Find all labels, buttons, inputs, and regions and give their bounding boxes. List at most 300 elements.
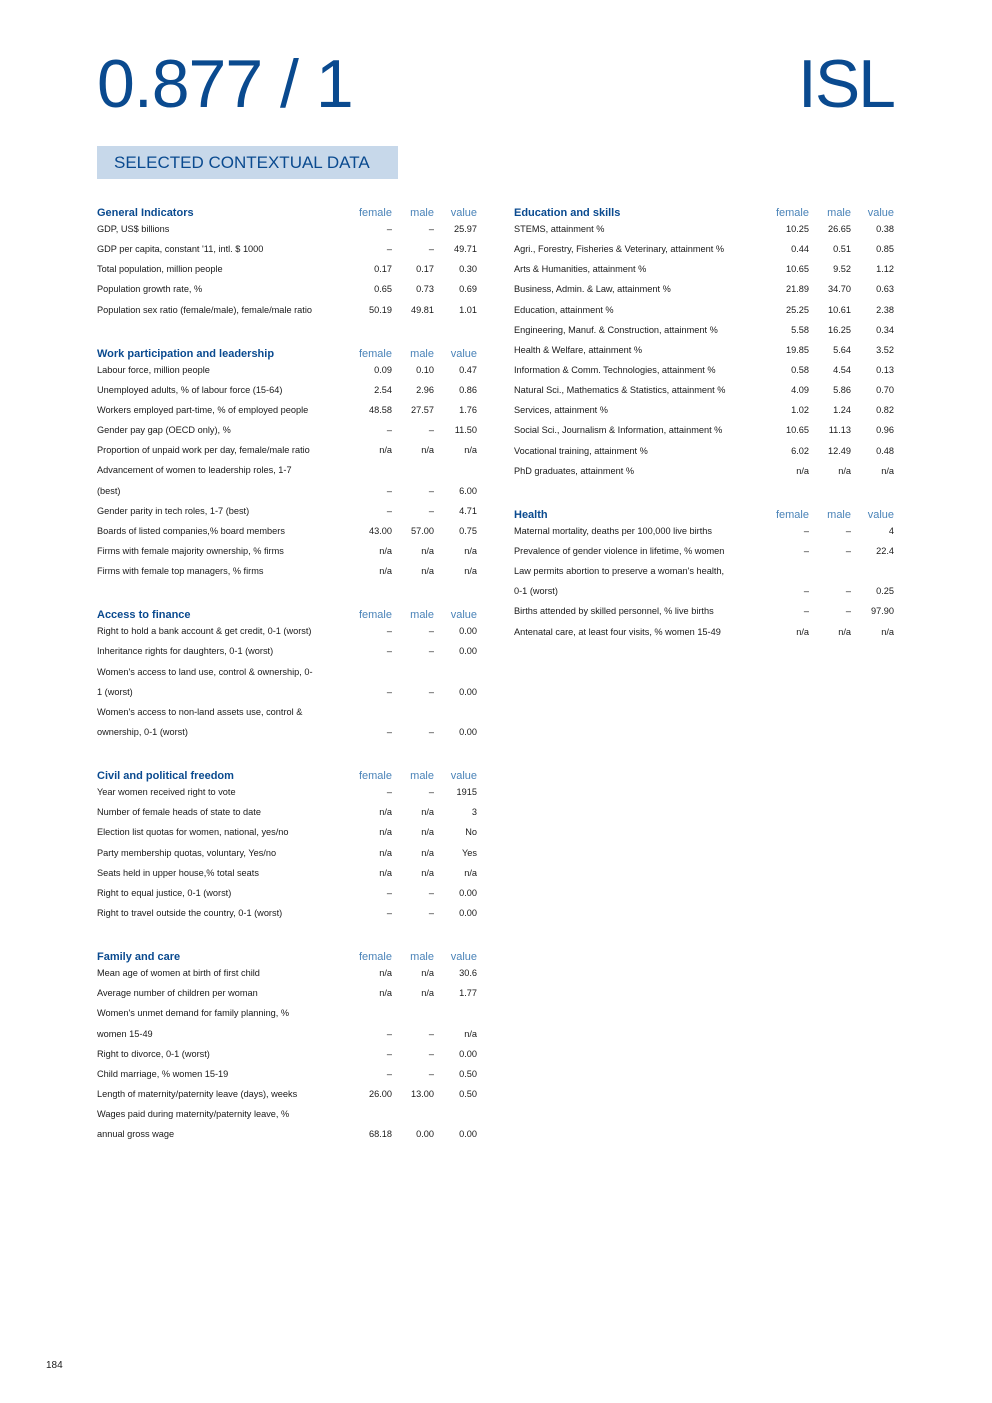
indicator-label: Year women received right to vote	[97, 787, 236, 798]
female-value: 10.65	[786, 425, 809, 436]
male-value: –	[428, 787, 434, 798]
ratio-value: No	[465, 827, 477, 838]
right-column	[514, 199, 894, 662]
table-row	[514, 420, 894, 440]
female-value: n/a	[379, 445, 392, 456]
female-value: –	[386, 224, 392, 235]
male-value: –	[428, 485, 434, 496]
ratio-value: 1.01	[459, 304, 477, 315]
table-row	[97, 903, 477, 923]
table-row	[97, 380, 477, 400]
male-column-header: male	[827, 508, 851, 521]
ratio-value: 0.86	[459, 384, 477, 395]
table-row	[97, 963, 477, 983]
table-row	[514, 561, 894, 581]
ratio-value: 0.50	[459, 1088, 477, 1099]
female-value: n/a	[796, 465, 809, 476]
female-value: 10.65	[786, 264, 809, 275]
indicator-label: Women's unmet demand for family planning, %	[97, 1008, 290, 1019]
table-row	[514, 521, 894, 541]
male-value: 1.24	[833, 405, 851, 416]
table-row	[97, 279, 477, 299]
female-value: –	[386, 626, 392, 637]
indicator-label: Mean age of women at birth of first child	[97, 968, 260, 979]
section-header	[97, 762, 477, 782]
table-row	[97, 1064, 477, 1084]
value-column-header: value	[450, 207, 477, 219]
female-column-header: female	[358, 770, 392, 783]
ratio-value: 3	[471, 807, 477, 818]
indicator-label: Proportion of unpaid work per day, female/male ratio	[97, 445, 310, 456]
female-value: –	[386, 727, 392, 738]
table-row	[97, 843, 477, 863]
female-value: n/a	[379, 566, 392, 577]
indicator-label: Right to hold a bank account & get credit, 0-1 (worst)	[97, 626, 312, 637]
female-column-header: female	[775, 508, 809, 521]
female-column-header: female	[358, 207, 392, 219]
table-row	[514, 400, 894, 420]
ratio-value: 4	[888, 525, 894, 536]
indicator-label: Engineering, Manuf. & Construction, attainment %	[514, 324, 718, 335]
section-header	[97, 199, 477, 219]
section-header	[97, 943, 477, 963]
section-title: Education and skills	[514, 207, 621, 219]
ratio-value: 0.47	[459, 364, 477, 375]
female-value: 25.25	[786, 304, 809, 315]
male-value: 10.61	[828, 304, 851, 315]
male-column-header: male	[410, 951, 434, 964]
ratio-value: 0.25	[876, 586, 894, 597]
female-column-header: female	[358, 951, 392, 964]
section-title: Health	[514, 508, 548, 521]
ratio-value: 30.6	[459, 968, 477, 979]
male-value: n/a	[421, 546, 434, 557]
country-code: ISL	[797, 46, 894, 122]
male-value: –	[845, 546, 851, 557]
female-value: –	[803, 586, 809, 597]
indicator-label: Health & Welfare, attainment %	[514, 344, 643, 355]
indicator-label: (best)	[97, 485, 121, 496]
value-column-header: value	[867, 508, 894, 521]
indicator-label: Child marriage, % women 15-19	[97, 1068, 229, 1079]
female-value: 26.00	[369, 1088, 392, 1099]
section-header	[97, 340, 477, 360]
female-value: 0.09	[374, 364, 392, 375]
section-header	[97, 601, 477, 621]
table-row	[97, 863, 477, 883]
ratio-value: 0.50	[459, 1068, 477, 1079]
indicator-label: Antenatal care, at least four visits, % women 15-49	[514, 626, 721, 637]
table-row	[97, 501, 477, 521]
male-value: –	[428, 686, 434, 697]
male-value: 11.13	[828, 425, 851, 436]
female-value: –	[386, 425, 392, 436]
indicator-label: Wages paid during maternity/paternity leave, %	[97, 1109, 290, 1120]
male-value: n/a	[421, 807, 434, 818]
male-value: –	[428, 908, 434, 918]
female-value: –	[386, 244, 392, 255]
male-value: –	[428, 1048, 434, 1059]
female-value: n/a	[796, 626, 809, 637]
indicator-label: Right to divorce, 0-1 (worst)	[97, 1048, 210, 1059]
ratio-value: 2.38	[876, 304, 894, 315]
indicator-label: Number of female heads of state to date	[97, 807, 261, 818]
indicator-label: Education, attainment %	[514, 304, 614, 315]
indicator-label: Average number of children per woman	[97, 988, 258, 999]
indicator-label: Prevalence of gender violence in lifetime, % women	[514, 546, 725, 557]
ratio-value: 22.4	[876, 546, 894, 557]
female-value: –	[386, 1028, 392, 1039]
ratio-value: 0.75	[459, 525, 477, 536]
indicator-label: Business, Admin. & Law, attainment %	[514, 284, 671, 295]
indicator-label: Social Sci., Journalism & Information, attainment %	[514, 425, 723, 436]
male-value: n/a	[838, 465, 851, 476]
table-row	[97, 219, 477, 239]
table-row	[97, 440, 477, 460]
ratio-value: 0.00	[459, 646, 477, 657]
male-value: 2.96	[416, 384, 434, 395]
male-value: –	[428, 646, 434, 657]
male-value: 13.00	[411, 1088, 434, 1099]
female-value: n/a	[379, 546, 392, 557]
female-value: –	[386, 1068, 392, 1079]
male-column-header: male	[410, 347, 434, 360]
table-row	[97, 641, 477, 661]
indicator-label: Maternal mortality, deaths per 100,000 live births	[514, 525, 712, 536]
section-title: Family and care	[97, 951, 181, 964]
page-number: 184	[46, 1360, 63, 1371]
section-work-participation-and-leadership	[97, 340, 477, 582]
indicator-label: Inheritance rights for daughters, 0-1 (worst)	[97, 646, 274, 657]
male-value: n/a	[421, 968, 434, 979]
indicator-label: Births attended by skilled personnel, % live births	[514, 606, 714, 617]
indicator-label: Seats held in upper house,% total seats	[97, 867, 259, 878]
male-value: 57.00	[411, 525, 434, 536]
table-row	[97, 1104, 477, 1124]
table-row	[514, 441, 894, 461]
table-row	[97, 259, 477, 279]
ratio-value: 0.69	[459, 284, 477, 295]
female-value: –	[803, 606, 809, 617]
table-row	[514, 259, 894, 279]
indicator-label: Advancement of women to leadership roles, 1-7	[97, 465, 292, 476]
indicator-label: Firms with female top managers, % firms	[97, 566, 264, 577]
female-value: 4.09	[791, 385, 809, 396]
table-row	[97, 360, 477, 380]
table-row	[97, 300, 477, 320]
female-value: 19.85	[786, 344, 809, 355]
section-education-and-skills	[514, 199, 894, 481]
ratio-value: 0.63	[876, 284, 894, 295]
indicator-label: Total population, million people	[97, 264, 223, 275]
indicator-label: Vocational training, attainment %	[514, 445, 648, 456]
indicator-label: Gender pay gap (OECD only), %	[97, 425, 231, 436]
ratio-value: 1.77	[459, 988, 477, 999]
male-value: 0.51	[833, 244, 851, 255]
table-row	[514, 279, 894, 299]
table-row	[97, 1124, 477, 1144]
female-value: n/a	[379, 968, 392, 979]
section-header	[514, 199, 894, 219]
male-value: –	[845, 586, 851, 597]
male-value: –	[428, 887, 434, 898]
female-value: –	[386, 787, 392, 798]
table-row	[97, 722, 477, 742]
section-title: Work participation and leadership	[97, 347, 275, 360]
male-value: –	[428, 727, 434, 738]
value-column-header: value	[450, 770, 477, 783]
section-title: Civil and political freedom	[97, 770, 234, 783]
value-column-header: value	[450, 347, 477, 360]
female-value: 50.19	[369, 304, 392, 315]
indicator-label: GDP per capita, constant '11, intl. $ 1000	[97, 244, 264, 255]
male-value: 0.17	[416, 264, 434, 275]
female-value: –	[386, 1048, 392, 1059]
indicator-label: 0-1 (worst)	[514, 586, 558, 597]
female-value: 1.02	[791, 405, 809, 416]
section-header	[514, 501, 894, 521]
female-value: –	[386, 646, 392, 657]
table-row	[97, 1044, 477, 1064]
male-value: 4.54	[833, 365, 851, 376]
ratio-value: 0.00	[459, 686, 477, 697]
male-value: n/a	[421, 566, 434, 577]
ratio-value: 0.00	[459, 626, 477, 637]
female-column-header: female	[358, 347, 392, 360]
table-row	[514, 461, 894, 481]
indicator-label: Information & Comm. Technologies, attainment %	[514, 365, 716, 376]
female-value: 43.00	[369, 525, 392, 536]
male-value: 0.00	[416, 1129, 434, 1140]
male-value: 5.64	[833, 344, 851, 355]
section-banner: SELECTED CONTEXTUAL DATA	[97, 146, 398, 179]
indicator-label: Women's access to land use, control & ownership, 0-	[97, 666, 313, 677]
indicator-label: Boards of listed companies,% board members	[97, 525, 285, 536]
table-row	[97, 621, 477, 641]
male-column-header: male	[410, 207, 434, 219]
table-row	[97, 883, 477, 903]
ratio-value: 0.30	[459, 264, 477, 275]
male-column-header: male	[827, 207, 851, 219]
male-value: 16.25	[828, 324, 851, 335]
indicator-label: Agri., Forestry, Fisheries & Veterinary, attainment %	[514, 244, 725, 255]
indicator-label: GDP, US$ billions	[97, 224, 170, 235]
male-value: –	[428, 425, 434, 436]
indicator-label: STEMS, attainment %	[514, 224, 605, 235]
female-value: 6.02	[791, 445, 809, 456]
table-row	[97, 1084, 477, 1104]
indicator-label: Election list quotas for women, national, yes/no	[97, 827, 289, 838]
male-value: 12.49	[828, 445, 851, 456]
indicator-label: 1 (worst)	[97, 686, 133, 697]
overall-score: 0.877 / 1	[97, 46, 353, 122]
indicator-label: women 15-49	[97, 1028, 153, 1039]
indicator-label: Gender parity in tech roles, 1-7 (best)	[97, 505, 250, 516]
table-row	[97, 239, 477, 259]
value-column-header: value	[867, 207, 894, 219]
ratio-value: 1.12	[876, 264, 894, 275]
indicator-label: Unemployed adults, % of labour force (15-64)	[97, 384, 283, 395]
ratio-value: n/a	[881, 626, 894, 637]
male-value: –	[428, 626, 434, 637]
ratio-value: n/a	[464, 445, 477, 456]
female-value: 2.54	[374, 384, 392, 395]
female-value: –	[386, 505, 392, 516]
male-value: –	[428, 1028, 434, 1039]
table-row	[97, 1024, 477, 1044]
male-value: 0.10	[416, 364, 434, 375]
section-access-to-finance	[97, 601, 477, 742]
ratio-value: 0.00	[459, 1129, 477, 1140]
section-title: Access to finance	[97, 609, 191, 622]
table-row	[97, 420, 477, 440]
table-row	[97, 662, 477, 682]
table-row	[514, 360, 894, 380]
indicator-label: annual gross wage	[97, 1129, 175, 1140]
male-value: –	[428, 224, 434, 235]
male-value: 27.57	[411, 405, 434, 416]
male-column-header: male	[410, 609, 434, 622]
table-row	[514, 320, 894, 340]
indicator-label: Population growth rate, %	[97, 284, 203, 295]
female-value: –	[803, 546, 809, 557]
female-column-header: female	[358, 609, 392, 622]
table-row	[514, 340, 894, 360]
table-row	[97, 822, 477, 842]
table-row	[97, 541, 477, 561]
male-value: 5.86	[833, 385, 851, 396]
ratio-value: 4.71	[459, 505, 477, 516]
section-family-and-care	[97, 943, 477, 1144]
table-row	[514, 541, 894, 561]
table-row	[97, 682, 477, 702]
male-value: –	[428, 1068, 434, 1079]
table-row	[514, 622, 894, 642]
female-value: 0.65	[374, 284, 392, 295]
indicator-label: Right to travel outside the country, 0-1 (worst)	[97, 908, 283, 918]
section-health	[514, 501, 894, 642]
indicator-label: Length of maternity/paternity leave (days), weeks	[97, 1088, 298, 1099]
table-row	[97, 521, 477, 541]
indicator-label: Party membership quotas, voluntary, Yes/no	[97, 847, 277, 858]
indicator-label: Services, attainment %	[514, 405, 608, 416]
table-row	[97, 460, 477, 480]
section-title: General Indicators	[97, 207, 194, 219]
female-column-header: female	[775, 207, 809, 219]
table-row	[514, 601, 894, 621]
male-value: 0.73	[416, 284, 434, 295]
indicator-label: Women's access to non-land assets use, control &	[97, 706, 303, 717]
ratio-value: 3.52	[876, 344, 894, 355]
ratio-value: Yes	[462, 847, 477, 858]
ratio-value: n/a	[464, 867, 477, 878]
ratio-value: 0.70	[876, 385, 894, 396]
ratio-value: 1.76	[459, 405, 477, 416]
male-column-header: male	[410, 770, 434, 783]
ratio-value: 0.38	[876, 224, 894, 235]
section-civil-and-political-freedom	[97, 762, 477, 923]
ratio-value: 0.00	[459, 908, 477, 918]
female-value: 10.25	[786, 224, 809, 235]
indicator-label: Labour force, million people	[97, 364, 210, 375]
female-value: 0.44	[791, 244, 809, 255]
table-row	[97, 802, 477, 822]
table-row	[97, 481, 477, 501]
section-general-indicators	[97, 199, 477, 320]
value-column-header: value	[450, 609, 477, 622]
male-value: 34.70	[828, 284, 851, 295]
indicator-label: Arts & Humanities, attainment %	[514, 264, 647, 275]
female-value: –	[386, 908, 392, 918]
table-row	[514, 219, 894, 239]
table-row	[97, 782, 477, 802]
table-row	[514, 239, 894, 259]
male-value: n/a	[421, 867, 434, 878]
indicator-label: Natural Sci., Mathematics & Statistics, attainment %	[514, 385, 726, 396]
female-value: –	[803, 525, 809, 536]
value-column-header: value	[450, 951, 477, 964]
male-value: –	[845, 606, 851, 617]
female-value: 21.89	[786, 284, 809, 295]
table-row	[97, 983, 477, 1003]
female-value: n/a	[379, 807, 392, 818]
male-value: –	[428, 505, 434, 516]
ratio-value: 25.97	[454, 224, 477, 235]
male-value: n/a	[421, 847, 434, 858]
female-value: n/a	[379, 867, 392, 878]
ratio-value: 97.90	[871, 606, 894, 617]
table-row	[97, 561, 477, 581]
ratio-value: 0.00	[459, 727, 477, 738]
indicator-label: Workers employed part-time, % of employed people	[97, 405, 309, 416]
indicator-label: Population sex ratio (female/male), female/male ratio	[97, 304, 312, 315]
female-value: 0.58	[791, 365, 809, 376]
table-row	[97, 400, 477, 420]
male-value: 49.81	[411, 304, 434, 315]
ratio-value: 0.82	[876, 405, 894, 416]
table-row	[514, 581, 894, 601]
table-row	[97, 1003, 477, 1023]
ratio-value: 0.00	[459, 887, 477, 898]
indicator-label: Firms with female majority ownership, % firms	[97, 546, 284, 557]
indicator-label: Law permits abortion to preserve a woman's health,	[514, 566, 725, 577]
female-value: 48.58	[369, 405, 392, 416]
female-value: 68.18	[369, 1129, 392, 1140]
indicator-label: PhD graduates, attainment %	[514, 465, 635, 476]
ratio-value: n/a	[464, 566, 477, 577]
female-value: n/a	[379, 827, 392, 838]
male-value: n/a	[421, 988, 434, 999]
male-value: n/a	[838, 626, 851, 637]
female-value: 5.58	[791, 324, 809, 335]
table-row	[514, 380, 894, 400]
female-value: –	[386, 887, 392, 898]
table-row	[97, 702, 477, 722]
ratio-value: 0.34	[876, 324, 894, 335]
ratio-value: 0.85	[876, 244, 894, 255]
female-value: –	[386, 485, 392, 496]
male-value: 26.65	[828, 224, 851, 235]
ratio-value: n/a	[464, 1028, 477, 1039]
ratio-value: 6.00	[459, 485, 477, 496]
female-value: –	[386, 686, 392, 697]
male-value: –	[845, 525, 851, 536]
male-value: 9.52	[833, 264, 851, 275]
male-value: n/a	[421, 827, 434, 838]
indicator-label: ownership, 0-1 (worst)	[97, 727, 188, 738]
ratio-value: 0.48	[876, 445, 894, 456]
female-value: 0.17	[374, 264, 392, 275]
